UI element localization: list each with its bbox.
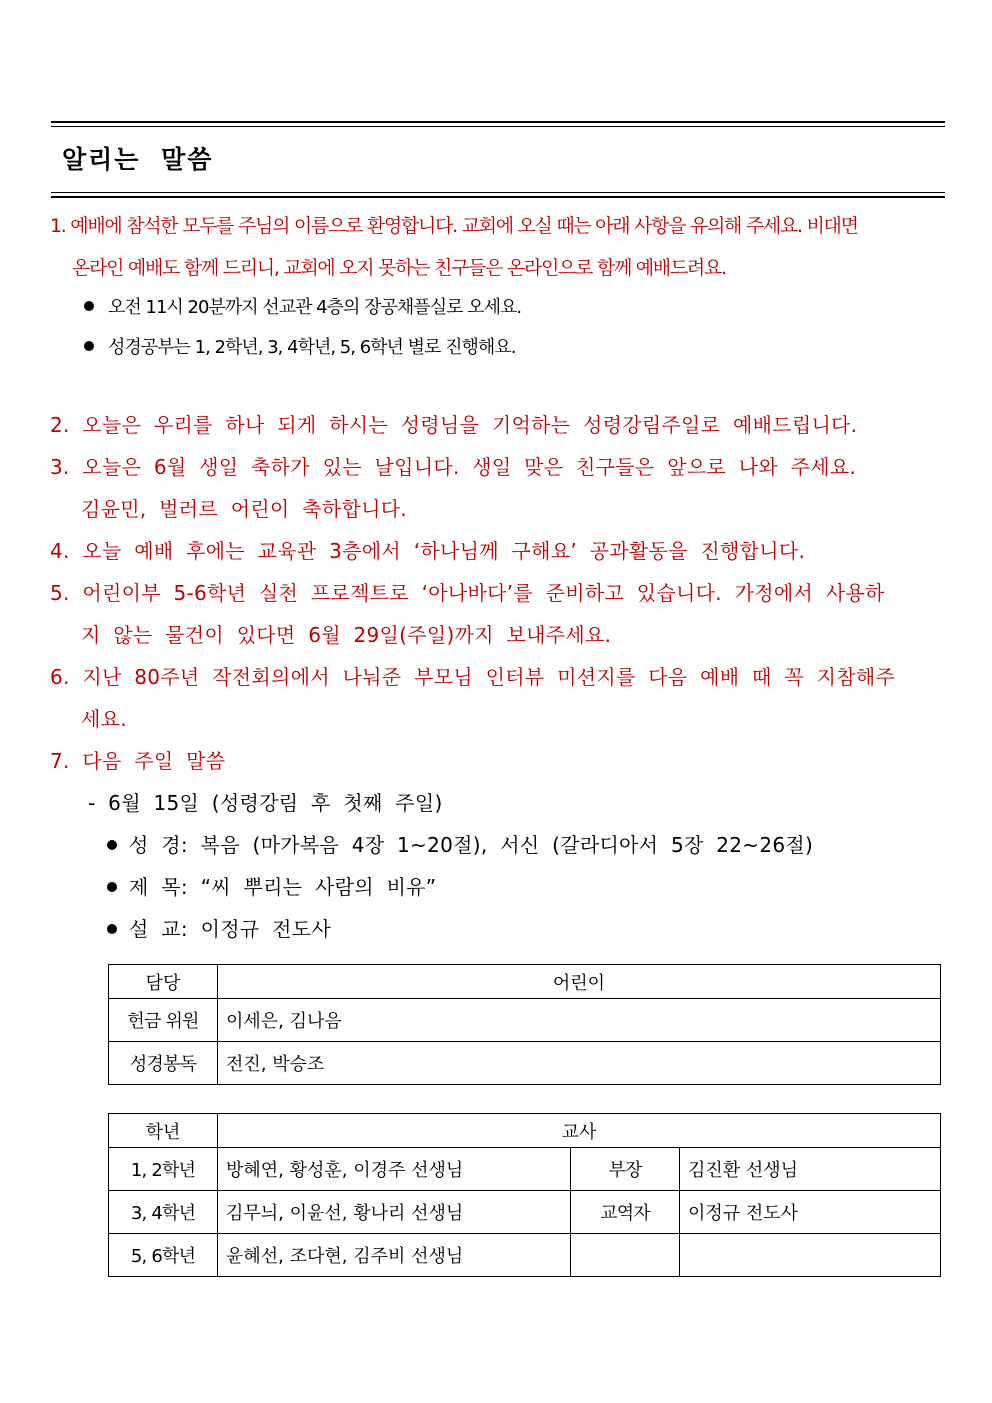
teachers-cell: 방혜연, 황성훈, 이경주 선생님 <box>218 1148 571 1191</box>
notice-1-bullet-2 <box>84 333 515 363</box>
notice-4: 4. 오늘 예배 후에는 교육관 3층에서 ‘하나님께 구해요’ 공과활동을 진행합니다. <box>50 539 806 563</box>
next-preacher <box>107 914 331 944</box>
bullet-text: 오전 11시 20분까지 선교관 4층의 장공채플실로 오세요. <box>108 297 522 318</box>
grade-cell: 3, 4학년 <box>109 1191 218 1234</box>
table-row <box>109 999 941 1042</box>
preacher-text: 설 교: 이정규 전도사 <box>129 917 331 941</box>
notice-2: 2. 오늘은 우리를 하나 되게 하시는 성령님을 기억하는 성령강림주일로 예배드립니다. <box>50 413 858 437</box>
header-cell: 어린이 <box>218 965 941 999</box>
scripture-text: 성 경: 복음 (마가복음 4장 1~20절), 서신 (갈라디아서 5장 22~26절) <box>129 833 814 857</box>
section-heading: 알리는 말씀 <box>62 145 214 174</box>
notice-5-line-1: 5. 어린이부 5-6학년 실천 프로젝트로 ‘아나바다’를 준비하고 있습니다. 가정에서 사용하 <box>50 581 885 605</box>
grade-cell: 5, 6학년 <box>109 1234 218 1277</box>
heading-rule-thin <box>51 192 945 193</box>
role-name-cell: 이정규 전도사 <box>680 1191 941 1234</box>
bullet-icon <box>107 882 117 892</box>
teacher-table <box>108 1113 941 1277</box>
notice-6-line-1: 6. 지난 80주년 작전회의에서 나눠준 부모님 인터뷰 미션지를 다음 예배 때 꼭 지참해주 <box>50 665 896 689</box>
table-row <box>109 1148 941 1191</box>
notice-1-bullet-1 <box>84 293 521 323</box>
title-text: 제 목: “씨 뿌리는 사람의 비유” <box>129 875 437 899</box>
heading-rule <box>51 196 945 198</box>
notice-3-line-1: 3. 오늘은 6월 생일 축하가 있는 날입니다. 생일 맞은 친구들은 앞으로 나와 주세요. <box>50 455 857 479</box>
header-cell: 교사 <box>218 1114 941 1148</box>
teachers-cell: 김무늬, 이윤선, 황나리 선생님 <box>218 1191 571 1234</box>
role-name-cell: 김진환 선생님 <box>680 1148 941 1191</box>
notice-3-line-2: 김윤민, 벌러르 어린이 축하합니다. <box>81 497 407 521</box>
header-cell: 담당 <box>109 965 218 999</box>
notice-7: 7. 다음 주일 말씀 <box>50 749 226 773</box>
notice-6-line-2: 세요. <box>81 707 127 731</box>
duty-table <box>108 964 941 1085</box>
table-row <box>109 1191 941 1234</box>
names-cell: 전진, 박승조 <box>218 1042 941 1085</box>
bullet-icon <box>84 301 94 311</box>
bullet-icon <box>107 924 117 934</box>
role-cell <box>571 1234 680 1277</box>
role-cell: 성경봉독 <box>109 1042 218 1085</box>
next-sunday-date: - 6월 15일 (성령강림 후 첫째 주일) <box>88 791 443 815</box>
role-name-cell <box>680 1234 941 1277</box>
table-header-row <box>109 1114 941 1148</box>
top-rule <box>51 121 945 123</box>
role-cell: 교역자 <box>571 1191 680 1234</box>
names-cell: 이세은, 김나음 <box>218 999 941 1042</box>
notice-1-line-2: 온라인 예배도 함께 드리니, 교회에 오지 못하는 친구들은 온라인으로 함께 예배드려요. <box>72 257 726 279</box>
top-rule-thin <box>51 126 945 127</box>
role-cell: 부장 <box>571 1148 680 1191</box>
role-cell: 헌금 위원 <box>109 999 218 1042</box>
table-row <box>109 1042 941 1085</box>
next-title <box>107 872 436 902</box>
bullet-text: 성경공부는 1, 2학년, 3, 4학년, 5, 6학년 별로 진행해요. <box>108 337 516 358</box>
grade-cell: 1, 2학년 <box>109 1148 218 1191</box>
bullet-icon <box>84 341 94 351</box>
table-row <box>109 1234 941 1277</box>
bullet-icon <box>107 840 117 850</box>
teachers-cell: 윤혜선, 조다현, 김주비 선생님 <box>218 1234 571 1277</box>
notice-5-line-2: 지 않는 물건이 있다면 6월 29일(주일)까지 보내주세요. <box>81 623 612 647</box>
header-cell: 학년 <box>109 1114 218 1148</box>
next-scripture <box>107 830 813 860</box>
notice-1-line-1: 1. 예배에 참석한 모두를 주님의 이름으로 환영합니다. 교회에 오실 때는 아래 사항을 유의해 주세요. 비대면 <box>50 215 858 237</box>
table-header-row <box>109 965 941 999</box>
